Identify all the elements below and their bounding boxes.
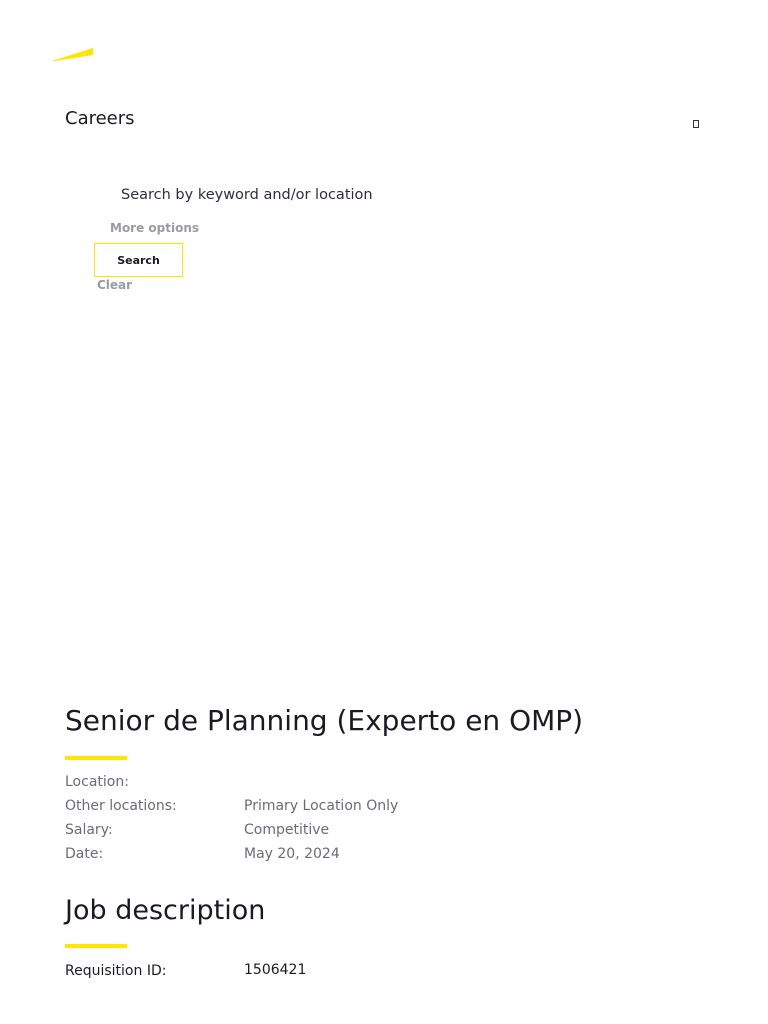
other-locations-label: Other locations: [65, 798, 177, 814]
menu-icon[interactable] [692, 119, 701, 130]
job-title: Senior de Planning (Experto en OMP) [65, 704, 584, 737]
search-input[interactable] [108, 180, 681, 210]
requisition-id-value: 1506421 [244, 962, 307, 978]
location-label: Location: [65, 774, 129, 790]
search-button[interactable]: Search [94, 243, 183, 277]
more-options-link[interactable]: More options [110, 221, 200, 235]
requisition-id-label: Requisition ID: [65, 963, 167, 979]
other-locations-value: Primary Location Only [244, 798, 399, 814]
date-value: May 20, 2024 [244, 846, 340, 862]
careers-link[interactable]: Careers [65, 108, 135, 129]
section-accent-bar [65, 944, 127, 948]
clear-link[interactable]: Clear [97, 278, 133, 292]
job-description-title: Job description [65, 895, 266, 926]
title-accent-bar [65, 756, 127, 760]
date-label: Date: [65, 846, 104, 862]
ey-beam-logo[interactable] [50, 46, 94, 62]
salary-value: Competitive [244, 822, 330, 838]
salary-label: Salary: [65, 822, 113, 838]
